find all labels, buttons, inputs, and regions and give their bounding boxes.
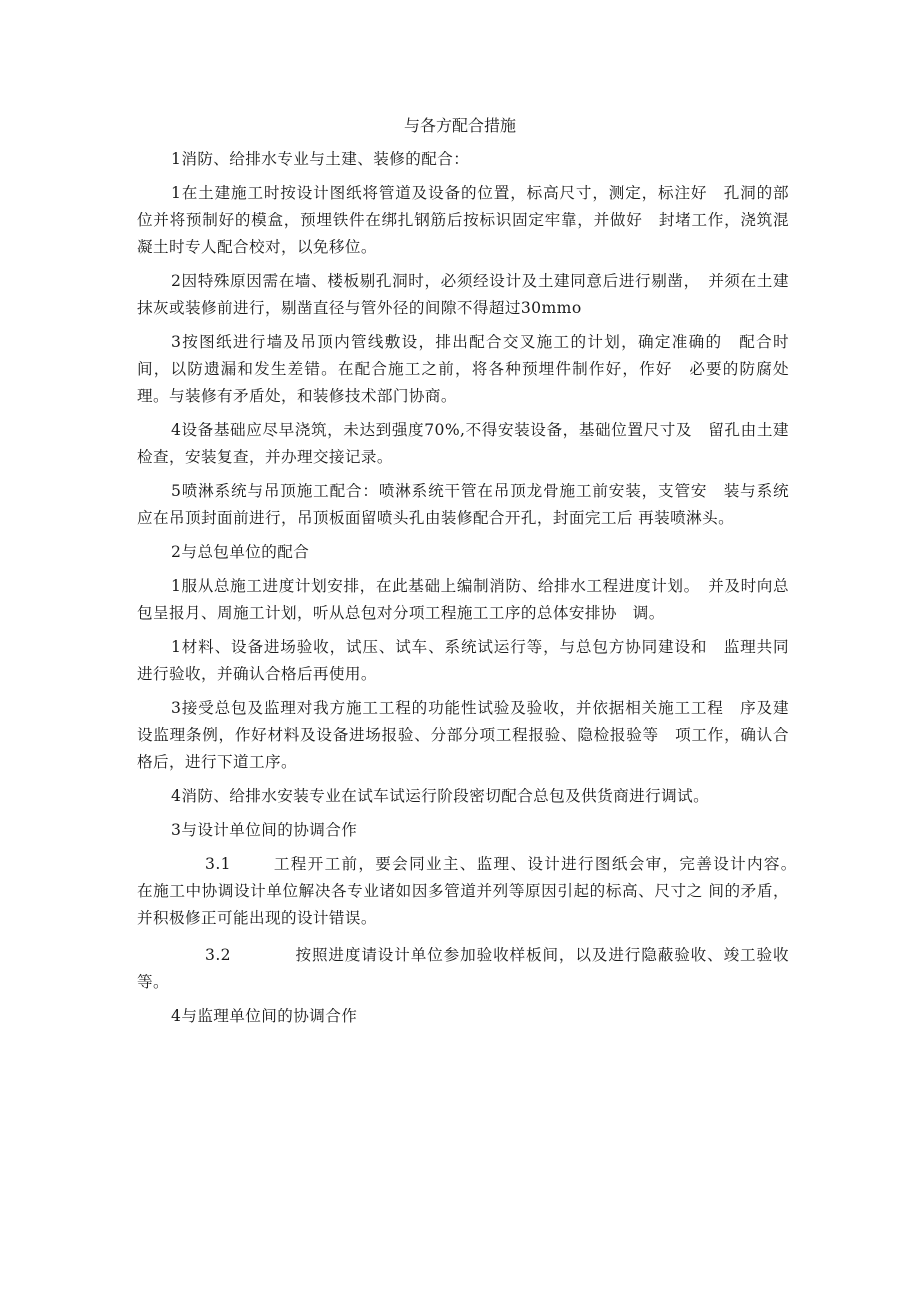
paragraph-text: 按照进度请设计单位参加验收样板间，以及进行隐蔽验收、竣工验收等。 xyxy=(137,946,789,991)
paragraph-supervision-inspection: 3接受总包及监理对我方施工工程的功能性试验及验收，并依据相关施工工程 序及建设监理条例，作好材料及设备进场报验、分部分项工程报验、隐检报验等 项工作，确认合格后，进行下道工序。 xyxy=(137,699,789,771)
paragraph-civil-construction: 1在土建施工时按设计图纸将管道及设备的位置，标高尺寸，测定，标注好 孔洞的部位并将预制好的模盒，预埋铁件在绑扎钢筋后按标识固定牢靠，并做好 封堵工作，浇筑混凝土时专人配合校对，以免移位。 xyxy=(137,184,789,256)
paragraph-equipment-foundation: 4设备基础应尽早浇筑，未达到强度70%,不得安装设备，基础位置尺寸及 留孔由土建检查，安装复查，并办理交接记录。 xyxy=(137,421,789,466)
paragraph-3-2 xyxy=(137,942,789,996)
paragraph-commissioning: 4消防、给排水安装专业在试车试运行阶段密切配合总包及供货商进行调试。 xyxy=(171,787,710,805)
paragraph-material-acceptance: 1材料、设备进场验收，试压、试车、系统试运行等，与总包方协同建设和 监理共同进行验收，并确认合格后再使用。 xyxy=(137,638,789,683)
heading-general-contractor: 2与总包单位的配合 xyxy=(171,543,310,561)
heading-fire-drainage-coordination: 1消防、给排水专业与土建、装修的配合： xyxy=(171,150,470,168)
document-title: 与各方配合措施 xyxy=(403,116,516,135)
paragraph-number: 3.1 xyxy=(205,855,231,873)
paragraph-text: 工程开工前，要会同业主、监理、设计进行图纸会审，完善设计内容。 在施工中协调设计单位解决各专业诸如因多管道并列等原因引起的标高、尺寸之 间的矛盾，并积极修正可能出现的设计错误。 xyxy=(137,855,805,927)
paragraph-pipeline-laying: 3按图纸进行墙及吊顶内管线敷设，排出配合交叉施工的计划，确定准确的 配合时间，以防遗漏和发生差错。在配合施工之前，将各种预埋件制作好，作好 必要的防腐处理。与装修有矛盾处，和装修技术部门协商。 xyxy=(137,333,789,405)
paragraph-sprinkler-ceiling: 5喷淋系统与吊顶施工配合：喷淋系统干管在吊顶龙骨施工前安装，支管安 装与系统应在吊顶封面前进行，吊顶板面留喷头孔由装修配合开孔，封面完工后 再装喷淋头。 xyxy=(137,482,789,527)
heading-supervision-unit: 4与监理单位间的协调合作 xyxy=(171,1007,358,1025)
heading-design-unit: 3与设计单位间的协调合作 xyxy=(171,821,358,839)
document-body xyxy=(137,146,805,1030)
paragraph-3-1 xyxy=(137,851,805,932)
paragraph-special-openings: 2因特殊原因需在墙、楼板剔孔洞时，必须经设计及土建同意后进行剔凿， 并须在土建抹灰或装修前进行，剔凿直径与管外径的间隙不得超过30mmo xyxy=(137,272,789,317)
paragraph-number: 3.2 xyxy=(205,946,231,964)
paragraph-schedule-compliance: 1服从总施工进度计划安排，在此基础上编制消防、给排水工程进度计划。 并及时向总包呈报月、周施工计划，听从总包对分项工程施工工序的总体安排协 调。 xyxy=(137,577,789,622)
